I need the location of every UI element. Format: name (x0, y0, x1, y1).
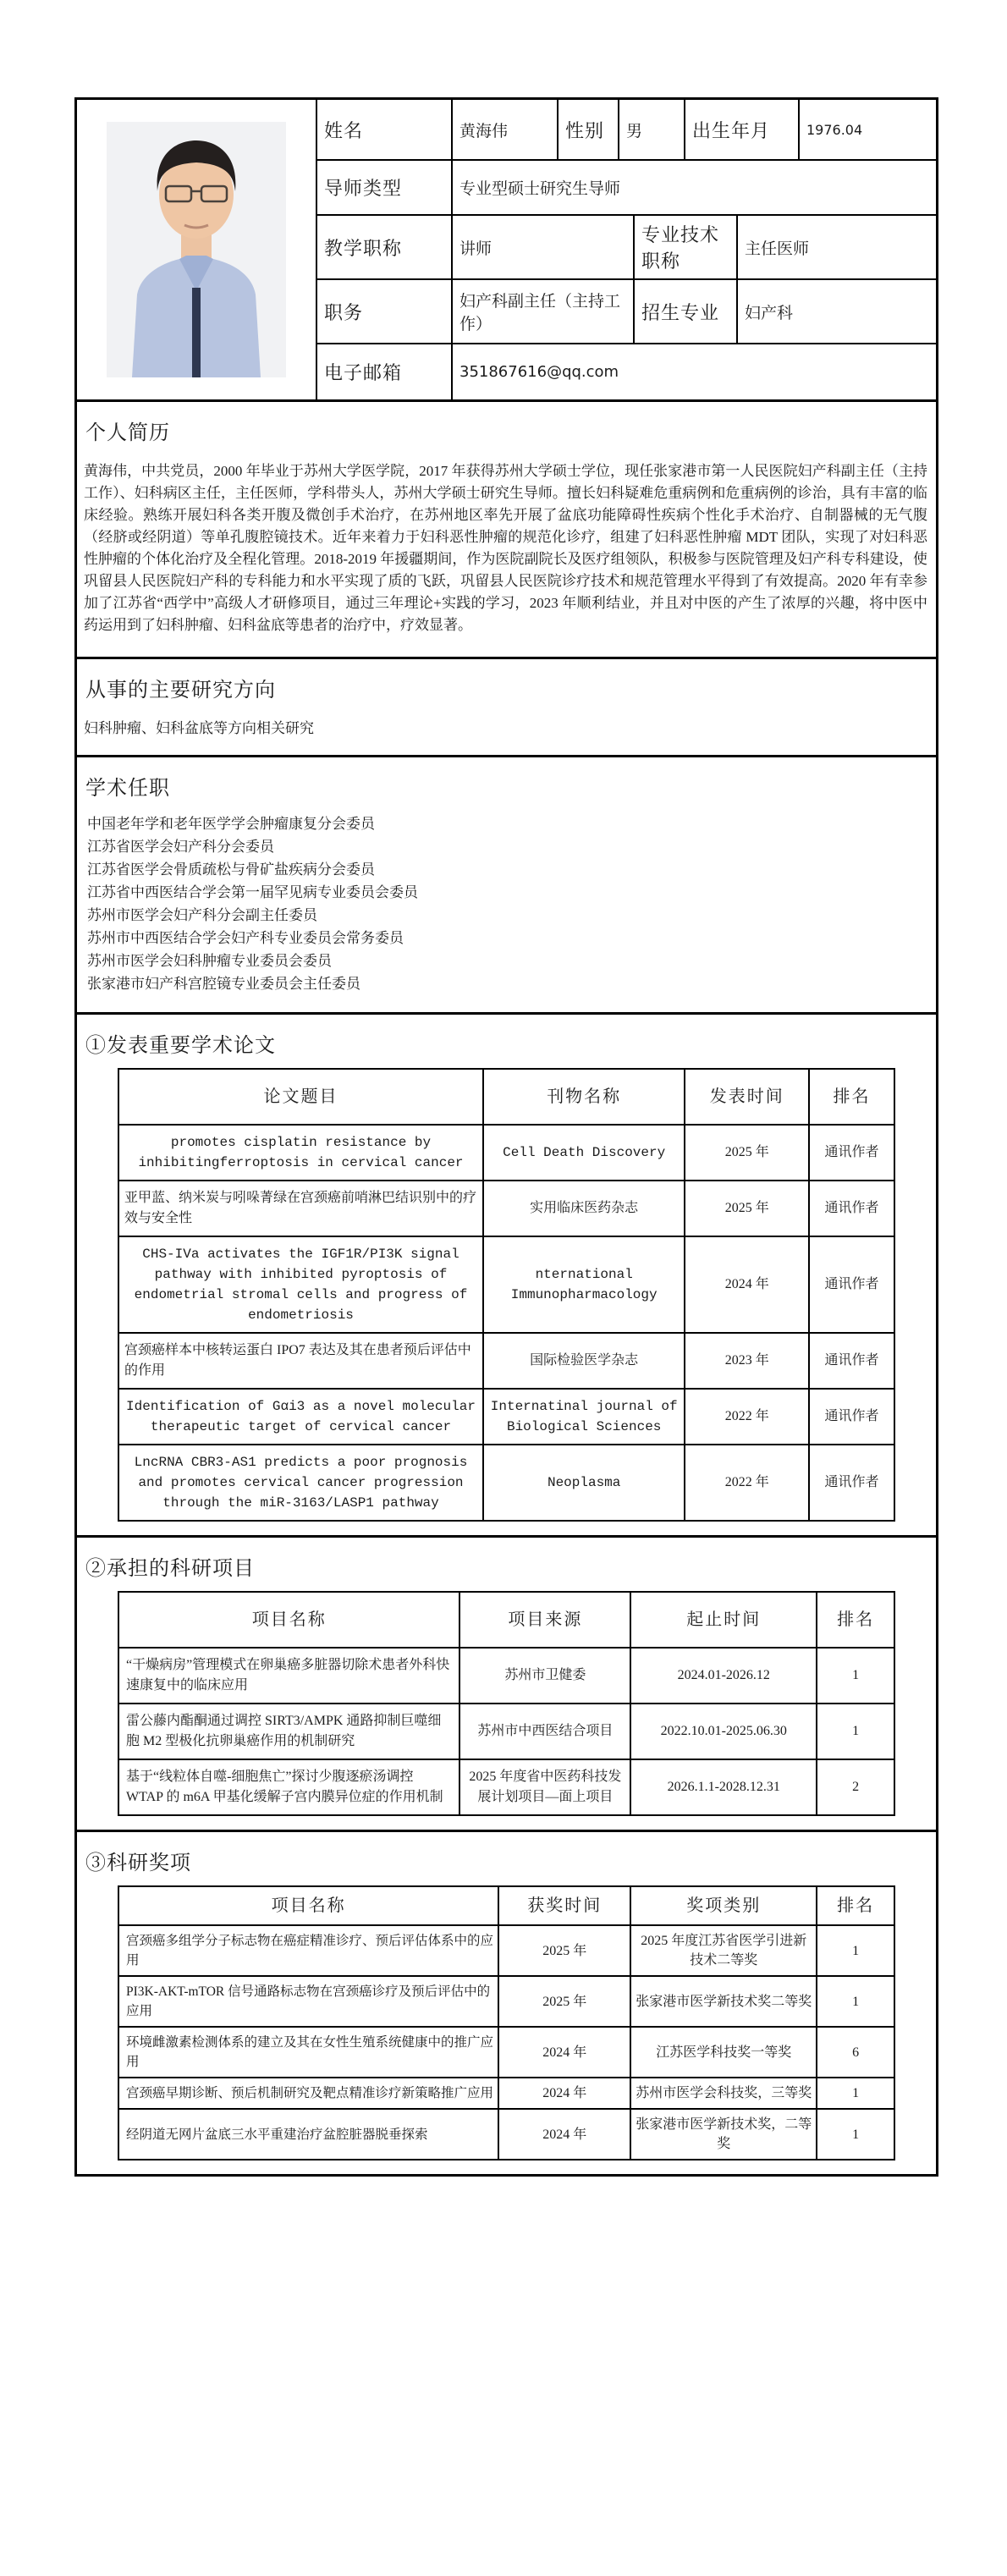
papers-header-time: 发表时间 (685, 1069, 809, 1125)
info-row-position (317, 280, 936, 344)
paper-rank: 通讯作者 (809, 1181, 894, 1236)
award-time: 2024 年 (498, 2027, 630, 2078)
info-rows (316, 100, 936, 399)
award-name: 环境雌激素检测体系的建立及其在女性生殖系统健康中的推广应用 (118, 2027, 498, 2078)
paper-rank: 通讯作者 (809, 1125, 894, 1181)
papers-table (118, 1068, 895, 1522)
info-row-name (317, 100, 936, 161)
section-papers (77, 1015, 936, 1538)
award-name: 经阴道无网片盆底三水平重建治疗盆腔脏器脱垂探索 (118, 2109, 498, 2160)
info-row-email (317, 344, 936, 399)
paper-title: promotes cisplatin resistance by inhibitingferroptosis in cervical cancer (118, 1125, 483, 1181)
award-category: 张家港市医学新技术奖，二等奖 (630, 2109, 817, 2160)
projects-header-source: 项目来源 (459, 1592, 630, 1648)
papers-header-title: 论文题目 (118, 1069, 483, 1125)
award-rank: 1 (817, 2078, 894, 2109)
academic-item: 江苏省中西医结合学会第一届罕见病专业委员会委员 (87, 884, 418, 900)
position-label: 职务 (324, 301, 364, 323)
paper-title: LncRNA CBR3-AS1 predicts a poor prognosis and promotes cervical cancer progression through the miR-3163/LASP1 pathway (118, 1445, 483, 1521)
award-rank: 1 (817, 1976, 894, 2027)
project-source: 苏州市卫健委 (459, 1648, 630, 1704)
awards-header-category: 奖项类别 (630, 1886, 817, 1925)
projects-table (118, 1591, 895, 1816)
project-rank: 1 (817, 1648, 894, 1704)
paper-title: CHS-IVa activates the IGF1R/PI3K signal pathway with inhibited pyroptosis of endometrial stromal cells and progress of endometriosis (118, 1236, 483, 1333)
award-rank: 1 (817, 2109, 894, 2160)
papers-header-rank: 排名 (809, 1069, 894, 1125)
email-value: 351867616@qq.com (451, 344, 936, 399)
paper-rank: 通讯作者 (809, 1389, 894, 1445)
award-row (118, 2109, 894, 2160)
professional-title-value: 主任医师 (736, 216, 936, 278)
awards-title: ③科研奖项 (85, 1852, 191, 1874)
name-value: 黄海伟 (451, 100, 557, 159)
paper-row (118, 1333, 894, 1389)
awards-header-row (118, 1886, 894, 1925)
email-label: 电子邮箱 (324, 362, 403, 383)
project-source: 苏州市中西医结合项目 (459, 1704, 630, 1759)
paper-journal: Neoplasma (483, 1445, 685, 1521)
paper-journal: Cell Death Discovery (483, 1125, 685, 1181)
award-time: 2025 年 (498, 1925, 630, 1976)
award-category: 苏州市医学会科技奖，三等奖 (630, 2078, 817, 2109)
birth-label: 出生年月 (684, 100, 798, 159)
paper-rank: 通讯作者 (809, 1236, 894, 1333)
professional-title-label: 专业技术职称 (633, 216, 736, 278)
award-name: 宫颈癌早期诊断、预后机制研究及靶点精准诊疗新策略推广应用 (118, 2078, 498, 2109)
cv-document (74, 97, 938, 2177)
project-rank: 2 (817, 1759, 894, 1815)
award-rank: 1 (817, 1925, 894, 1976)
paper-time: 2022 年 (685, 1445, 809, 1521)
paper-time: 2024 年 (685, 1236, 809, 1333)
awards-header-rank: 排名 (817, 1886, 894, 1925)
project-time: 2024.01-2026.12 (630, 1648, 817, 1704)
paper-journal: nternational Immunopharmacology (483, 1236, 685, 1333)
academic-title: 学术任职 (85, 778, 170, 800)
info-row-mentor-type (317, 161, 936, 216)
enroll-major-label: 招生专业 (633, 280, 736, 343)
section-academic (77, 757, 936, 1015)
paper-journal: Internatinal journal of Biological Sciences (483, 1389, 685, 1445)
gender-value: 男 (618, 100, 684, 159)
enroll-major-value: 妇产科 (736, 280, 936, 343)
project-time: 2026.1.1-2028.12.31 (630, 1759, 817, 1815)
section-projects (77, 1538, 936, 1832)
paper-time: 2025 年 (685, 1125, 809, 1181)
research-direction-text: 妇科肿瘤、妇科盆底等方向相关研究 (84, 720, 314, 736)
award-row (118, 2078, 894, 2109)
position-value: 妇产科副主任（主持工作） (451, 280, 633, 343)
award-name: PI3K-AKT-mTOR 信号通路标志物在宫颈癌诊疗及预后评估中的应用 (118, 1976, 498, 2027)
gender-label: 性别 (557, 100, 618, 159)
info-table (77, 100, 936, 402)
paper-time: 2025 年 (685, 1181, 809, 1236)
award-rank: 6 (817, 2027, 894, 2078)
projects-header-name: 项目名称 (118, 1592, 459, 1648)
project-name: “干燥病房”管理模式在卵巢癌多脏器切除术患者外科快速康复中的临床应用 (118, 1648, 459, 1704)
project-rank: 1 (817, 1704, 894, 1759)
paper-row (118, 1389, 894, 1445)
academic-item: 苏州市中西医结合学会妇产科专业委员会常务委员 (87, 930, 404, 946)
academic-item: 中国老年学和老年医学学会肿瘤康复分会委员 (87, 816, 375, 832)
award-row (118, 1976, 894, 2027)
paper-time: 2023 年 (685, 1333, 809, 1389)
projects-title: ②承担的科研项目 (85, 1558, 255, 1580)
paper-row (118, 1445, 894, 1521)
paper-title: 亚甲蓝、纳米炭与吲哚菁绿在宫颈癌前哨淋巴结识别中的疗效与安全性 (118, 1181, 483, 1236)
papers-header-journal: 刊物名称 (483, 1069, 685, 1125)
projects-header-time: 起止时间 (630, 1592, 817, 1648)
paper-row (118, 1125, 894, 1181)
paper-title: 宫颈癌样本中核转运蛋白 IPO7 表达及其在患者预后评估中的作用 (118, 1333, 483, 1389)
name-label: 姓名 (324, 119, 364, 141)
paper-rank: 通讯作者 (809, 1333, 894, 1389)
paper-time: 2022 年 (685, 1389, 809, 1445)
paper-title: Identification of Gαi3 as a novel molecular therapeutic target of cervical cancer (118, 1389, 483, 1445)
project-row (118, 1704, 894, 1759)
academic-list (77, 806, 936, 1012)
project-name: 雷公藤内酯酮通过调控 SIRT3/AMPK 通路抑制巨噬细胞 M2 型极化抗卵巢癌作用的机制研究 (118, 1704, 459, 1759)
photo-cell (77, 100, 316, 399)
award-time: 2025 年 (498, 1976, 630, 2027)
award-category: 张家港市医学新技术奖二等奖 (630, 1976, 817, 2027)
academic-item: 江苏省医学会妇产科分会委员 (87, 839, 274, 855)
paper-journal: 实用临床医药杂志 (483, 1181, 685, 1236)
project-source: 2025 年度省中医药科技发展计划项目—面上项目 (459, 1759, 630, 1815)
bio-title: 个人简历 (85, 422, 170, 444)
award-category: 2025 年度江苏省医学引进新技术二等奖 (630, 1925, 817, 1976)
mentor-type-value: 专业型硕士研究生导师 (451, 161, 936, 214)
academic-item: 苏州市医学会妇科肿瘤专业委员会委员 (87, 953, 332, 969)
award-name: 宫颈癌多组学分子标志物在癌症精准诊疗、预后评估体系中的应用 (118, 1925, 498, 1976)
project-time: 2022.10.01-2025.06.30 (630, 1704, 817, 1759)
papers-header-row (118, 1069, 894, 1125)
projects-header-rank: 排名 (817, 1592, 894, 1648)
paper-journal: 国际检验医学杂志 (483, 1333, 685, 1389)
papers-title: ①发表重要学术论文 (85, 1035, 276, 1057)
bio-text: 黄海伟，中共党员，2000 年毕业于苏州大学医学院，2017 年获得苏州大学硕士学位，现任张家港市第一人民医院妇产科副主任（主持工作）、妇科病区主任，主任医师，学科带头人，苏州大学硕士研究生导师。擅长妇科疑难危重病例和危重病例的诊治，具有丰富的临床经验。熟练开展妇科各类开腹及微创手术治疗，在苏州地区率先开展了盆底功能障碍性疾病个性化手术治疗、自制器械的无气腹（经脐或经阴道）等单孔腹腔镜技术。近年来着力于妇科恶性肿瘤的规范化诊疗，组建了妇科恶性肿瘤 MDT 团队，实现了对妇科恶性肿瘤的个体化治疗及全程化管理。2018-2019 年援疆期间，作为医院副院长及医疗组领队，积极参与医院管理及妇产科专科建设，使巩留县人民医院妇产科的专科能力和水平实现了质的飞跃，巩留县人民医院诊疗技术和规范管理水平得到了有效提高。2020 年有幸参加了江苏省“西学中”高级人才研修项目，通过三年理论+实践的学习，2023 年顺利结业，并且对中医的产生了浓厚的兴趣，将中医中药运用到了妇科肿瘤、妇科盆底等患者的治疗中，疗效显著。 (84, 463, 927, 633)
section-bio (77, 402, 936, 659)
teaching-title-value: 讲师 (451, 216, 633, 278)
academic-item: 苏州市医学会妇产科分会副主任委员 (87, 907, 317, 923)
profile-photo (107, 122, 286, 377)
awards-header-time: 获奖时间 (498, 1886, 630, 1925)
paper-rank: 通讯作者 (809, 1445, 894, 1521)
project-row (118, 1648, 894, 1704)
award-time: 2024 年 (498, 2078, 630, 2109)
projects-header-row (118, 1592, 894, 1648)
research-direction-title: 从事的主要研究方向 (85, 680, 276, 702)
section-research-direction (77, 659, 936, 757)
teaching-title-label: 教学职称 (324, 237, 403, 259)
academic-item: 江苏省医学会骨质疏松与骨矿盐疾病分会委员 (87, 861, 375, 878)
paper-row (118, 1181, 894, 1236)
award-row (118, 1925, 894, 1976)
academic-item: 张家港市妇产科宫腔镜专业委员会主任委员 (87, 976, 360, 992)
info-row-titles (317, 216, 936, 280)
award-category: 江苏医学科技奖一等奖 (630, 2027, 817, 2078)
awards-header-name: 项目名称 (118, 1886, 498, 1925)
project-name: 基于“线粒体自噬-细胞焦亡”探讨少腹逐瘀汤调控 WTAP 的 m6A 甲基化缓解子宫内膜异位症的作用机制 (118, 1759, 459, 1815)
section-awards (77, 1832, 936, 2160)
mentor-type-label: 导师类型 (324, 178, 403, 199)
award-row (118, 2027, 894, 2078)
paper-row (118, 1236, 894, 1333)
award-time: 2024 年 (498, 2109, 630, 2160)
awards-table (118, 1885, 895, 2160)
project-row (118, 1759, 894, 1815)
birth-value: 1976.04 (798, 100, 936, 159)
